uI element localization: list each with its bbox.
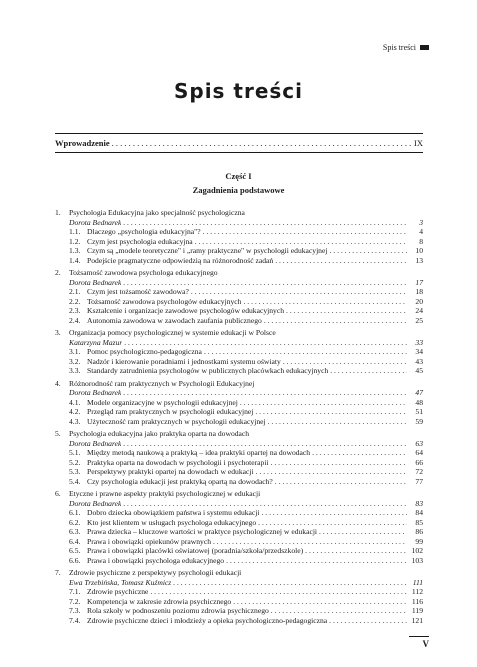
subentry-title: Czym jest tożsamość zawodowa? [87, 287, 189, 296]
section-number: 7. [55, 568, 61, 577]
subentry-number: 5.4. [69, 476, 81, 486]
section-page: 83 [415, 498, 423, 508]
subentry-page: 51 [415, 407, 423, 416]
subentry-title: Dlaczego „psychologia edukacyjna"? [87, 227, 201, 236]
subentry-number: 1.1. [69, 227, 81, 236]
toc-subentry[interactable] [55, 297, 423, 307]
leader-dots [123, 499, 407, 509]
subentry-page: 10 [415, 246, 423, 255]
leader-dots [195, 237, 407, 247]
intro-page: IX [414, 138, 423, 148]
subentry-page: 103 [411, 555, 423, 565]
subentry-page: 66 [415, 457, 423, 467]
toc-section [55, 489, 423, 565]
subentry-page: 119 [411, 606, 423, 615]
toc-subentry[interactable] [55, 546, 423, 556]
toc-section [55, 379, 423, 427]
subentry-number: 6.4. [69, 536, 81, 546]
subentry-page: 86 [415, 527, 423, 536]
section-page: 17 [415, 277, 423, 287]
subentry-number: 7.1. [69, 587, 81, 596]
subentry-number: 5.2. [69, 457, 81, 467]
subentry-page: 121 [411, 615, 423, 625]
subentry-page: 45 [415, 366, 423, 375]
leader-dots [123, 218, 407, 228]
section-number: 6. [55, 489, 61, 498]
toc-subentry[interactable] [55, 537, 423, 547]
toc-subentry[interactable] [55, 477, 423, 487]
section-title: Psychologia Edukacyjna jako specjalność psychologiczna [69, 208, 245, 217]
toc-subentry[interactable] [55, 527, 423, 537]
subentry-title: Użyteczność ram praktycznych w psychologii edukacyjnej [87, 416, 266, 426]
subentry-page: 59 [415, 416, 423, 426]
subentry-title: Czy psychologia edukacji jest praktyką opartą na dowodach? [87, 476, 273, 486]
subentry-title: Prawa dziecka – kluczowe wartości w praktyce psychologicznej w edukacji [87, 527, 318, 536]
toc-subentry[interactable] [55, 467, 423, 477]
section-number: 4. [55, 378, 61, 388]
section-title: Etyczne i prawne aspekty praktyki psychologicznej w edukacji [69, 489, 261, 498]
subentry-number: 2.3. [69, 306, 81, 315]
section-heading[interactable] [55, 379, 423, 389]
subentry-page: 116 [411, 596, 423, 606]
subentry-title: Między metodą naukową a praktyką – idea praktyki opartej na dowodach [87, 448, 311, 457]
section-page: 47 [415, 388, 423, 397]
subentry-page: 64 [415, 448, 423, 457]
subentry-page: 99 [415, 536, 423, 546]
subentry-number: 1.2. [69, 236, 81, 246]
subentry-title: Czym jest psychologia edukacyjna [87, 236, 193, 246]
section-authors: Dorota Bednarek [69, 498, 122, 508]
subentry-number: 6.2. [69, 517, 81, 527]
leader-dots [329, 616, 407, 626]
section-page: 111 [412, 577, 423, 587]
subentry-title: Zdrowie psychiczne dzieci i młodzieży a opieka psychologiczno-pedagogiczna [87, 615, 328, 625]
subentry-page: 43 [415, 356, 423, 366]
toc-subentry[interactable] [55, 458, 423, 468]
section-authors-line[interactable] [55, 439, 423, 449]
part-title: Zagadnienia podstawowe [192, 185, 285, 195]
toc-subentry[interactable] [55, 287, 423, 297]
subentry-number: 6.3. [69, 527, 81, 536]
leader-dots [271, 458, 407, 468]
leader-dots [256, 467, 407, 477]
leader-dots [268, 417, 407, 427]
subentry-title: Prawa i obowiązki placówki oświatowej (poradnia/szkoła/przedszkole) [87, 546, 304, 555]
subentry-title: Rola szkoły w podnoszeniu poziomu zdrowia psychicznego [87, 606, 269, 615]
subentry-number: 3.2. [69, 356, 81, 366]
section-title: Zdrowie psychiczne z perspektywy psychologii edukacji [69, 568, 242, 577]
leader-dots [240, 398, 407, 408]
section-number: 1. [55, 208, 61, 217]
subentry-title: Modele organizacyjne w psychologii edukacyjnej [87, 397, 238, 407]
subentry-number: 7.4. [69, 615, 81, 625]
leader-dots [124, 338, 407, 348]
subentry-page: 8 [419, 236, 423, 246]
subentry-page: 13 [415, 255, 423, 265]
toc-subentry[interactable] [55, 616, 423, 626]
leader-dots [204, 347, 407, 357]
running-title: Spis treści [382, 43, 416, 52]
subentry-page: 85 [415, 517, 423, 527]
toc-subentry[interactable] [55, 587, 423, 597]
subentry-title: Czym są „modele teoretyczne" i „ramy praktyczne" w psychologii edukacyjnej [87, 246, 328, 255]
toc-subentry[interactable] [55, 556, 423, 566]
toc-section [55, 208, 423, 265]
subentry-title: Kto jest klientem w usługach psychologa edukacyjnego [87, 517, 257, 527]
subentry-number: 2.1. [69, 287, 81, 296]
subentry-number: 4.2. [69, 407, 81, 416]
section-heading[interactable] [55, 429, 423, 439]
subentry-number: 6.1. [69, 508, 81, 517]
toc-subentry[interactable] [55, 398, 423, 408]
leader-dots [312, 448, 407, 458]
subentry-page: 24 [415, 306, 423, 315]
subentry-page: 112 [411, 587, 423, 596]
leader-dots [123, 388, 407, 398]
section-authors-line[interactable] [55, 278, 423, 288]
subentry-title: Tożsamość zawodowa psychologów edukacyjnych [87, 296, 242, 306]
section-page: 33 [415, 337, 423, 347]
leader-dots [283, 357, 407, 367]
leader-dots [286, 306, 407, 316]
subentry-title: Kształcenie i organizacje zawodowe psychologów edukacyjnych [87, 306, 285, 315]
section-authors: Dorota Bednarek [69, 388, 122, 397]
subentry-page: 102 [411, 546, 423, 555]
toc-section [55, 268, 423, 325]
page-title: Spis treści [173, 79, 304, 103]
leader-dots [123, 439, 407, 449]
section-page: 63 [415, 438, 423, 448]
subentry-title: Autonomia zawodowa w zawodach zaufania publicznego [87, 315, 262, 325]
section-heading[interactable] [55, 489, 423, 499]
subentry-title: Kompetencja w zakresie zdrowia psychicznego [87, 596, 232, 606]
toc-section [55, 568, 423, 625]
leader-dots [258, 518, 407, 528]
leader-dots [233, 597, 407, 607]
footer-rule [409, 636, 429, 637]
running-header [383, 43, 429, 52]
leader-dots [275, 256, 407, 266]
subentry-number: 4.3. [69, 416, 81, 426]
leader-dots [255, 407, 407, 417]
subentry-title: Nadzór i kierowanie poradniami i jednostkami systemu oświaty [87, 356, 281, 366]
section-authors: Ewa Trzebińska, Tomasz Kuźmicz [69, 577, 172, 587]
subentry-number: 3.3. [69, 366, 81, 375]
leader-dots [329, 246, 407, 256]
subentry-title: Standardy zatrudnienia psychologów w publicznych placówkach edukacyjnych [87, 366, 329, 375]
subentry-number: 7.2. [69, 596, 81, 606]
subentry-page: 18 [415, 287, 423, 296]
toc-subentry[interactable] [55, 597, 423, 607]
subentry-number: 4.1. [69, 397, 81, 407]
section-authors: Katarzyna Mazur [69, 337, 123, 347]
section-authors-line[interactable] [55, 338, 423, 348]
subentry-number: 2.2. [69, 296, 81, 306]
section-authors-line[interactable] [55, 578, 423, 588]
leader-dots [271, 606, 407, 616]
subentry-number: 5.1. [69, 448, 81, 457]
subentry-number: 5.3. [69, 467, 81, 476]
subentry-title: Prawa i obowiązki opiekunów prawnych [87, 536, 211, 546]
toc-subentry[interactable] [55, 366, 423, 376]
subentry-page: 72 [415, 467, 423, 476]
leader-dots [226, 556, 407, 566]
leader-dots [191, 287, 407, 297]
subentry-page: 48 [415, 397, 423, 407]
toc-subentry[interactable] [55, 306, 423, 316]
table-of-contents [55, 208, 423, 628]
toc-subentry[interactable] [55, 357, 423, 367]
toc-subentry[interactable] [55, 347, 423, 357]
intro-label: Wprowadzenie [55, 138, 110, 148]
subentry-title: Przegląd ram praktycznych w psychologii edukacyjnej [87, 407, 254, 416]
section-authors-line[interactable] [55, 388, 423, 398]
toc-subentry[interactable] [55, 316, 423, 326]
leader-dots [203, 227, 407, 237]
leader-dots [213, 537, 407, 547]
leader-dots [150, 587, 407, 597]
toc-subentry[interactable] [55, 246, 423, 256]
subentry-title: Perspektywy praktyki opartej na dowodach w edukacji [87, 467, 254, 476]
subentry-number: 1.4. [69, 255, 81, 265]
toc-subentry[interactable] [55, 508, 423, 518]
leader-dots [262, 508, 408, 518]
toc-subentry[interactable] [55, 407, 423, 417]
leader-dots [319, 527, 407, 537]
section-title: Organizacja pomocy psychologicznej w systemie edukacji w Polsce [69, 328, 276, 337]
section-heading[interactable] [55, 328, 423, 338]
subentry-title: Podejście pragmatyczne odpowiedzią na różnorodność zadań [87, 255, 274, 265]
leader-dots [243, 297, 407, 307]
subentry-number: 3.1. [69, 347, 81, 356]
subentry-page: 25 [415, 315, 423, 325]
section-title: Psychologia edukacyjna jako praktyka oparta na dowodach [69, 429, 250, 438]
subentry-title: Praktyka oparta na dowodach w psychologii i psychoterapii [87, 457, 269, 467]
section-heading[interactable] [55, 268, 423, 278]
section-title: Tożsamość zawodowa psychologa edukacyjnego [69, 268, 218, 277]
section-title: Różnorodność ram praktycznych w Psychologii Edukacyjnej [69, 378, 255, 388]
toc-subentry[interactable] [55, 606, 423, 616]
subentry-page: 77 [415, 476, 423, 486]
leader-dots [264, 316, 407, 326]
leader-dots [275, 477, 407, 487]
subentry-number: 1.3. [69, 246, 81, 255]
subentry-number: 7.3. [69, 606, 81, 615]
subentry-page: 34 [415, 347, 423, 356]
section-heading[interactable] [55, 568, 423, 578]
subentry-number: 2.4. [69, 315, 81, 325]
toc-subentry[interactable] [55, 448, 423, 458]
subentry-title: Prawa i obowiązki psychologa edukacyjnego [87, 555, 225, 565]
toc-subentry[interactable] [55, 237, 423, 247]
subentry-page: 4 [419, 227, 423, 236]
section-number: 3. [55, 328, 61, 337]
leader-dots [330, 366, 407, 376]
section-authors-line[interactable] [55, 218, 423, 228]
part-label: Część I [225, 171, 252, 181]
section-authors: Dorota Bednarek [69, 217, 122, 227]
section-heading[interactable] [55, 208, 423, 218]
leader-dots [173, 578, 407, 588]
section-page: 3 [419, 217, 423, 227]
subentry-number: 6.5. [69, 546, 81, 555]
toc-section [55, 328, 423, 376]
subentry-page: 84 [415, 508, 423, 517]
intro-entry[interactable] [55, 138, 423, 148]
section-authors-line[interactable] [55, 499, 423, 509]
toc-subentry[interactable] [55, 227, 423, 237]
subentry-page: 20 [415, 296, 423, 306]
subentry-number: 6.6. [69, 555, 81, 565]
toc-subentry[interactable] [55, 256, 423, 266]
subentry-title: Dobro dziecka obowiązkiem państwa i systemu edukacji [87, 508, 260, 517]
leader-dots [112, 138, 412, 148]
section-number: 2. [55, 268, 61, 277]
section-authors: Dorota Bednarek [69, 438, 122, 448]
toc-subentry[interactable] [55, 417, 423, 427]
header-square-marker [420, 45, 429, 50]
page-number: V [422, 639, 429, 649]
toc-section [55, 429, 423, 486]
section-authors: Dorota Bednarek [69, 277, 122, 287]
subentry-title: Pomoc psychologiczno-pedagogiczna [87, 347, 202, 356]
leader-dots [305, 546, 407, 556]
section-number: 5. [55, 429, 61, 438]
intro-top-rule [55, 133, 423, 134]
toc-subentry[interactable] [55, 518, 423, 528]
leader-dots [123, 278, 407, 288]
intro-bottom-rule [55, 152, 423, 153]
subentry-title: Zdrowie psychiczne [87, 587, 149, 596]
